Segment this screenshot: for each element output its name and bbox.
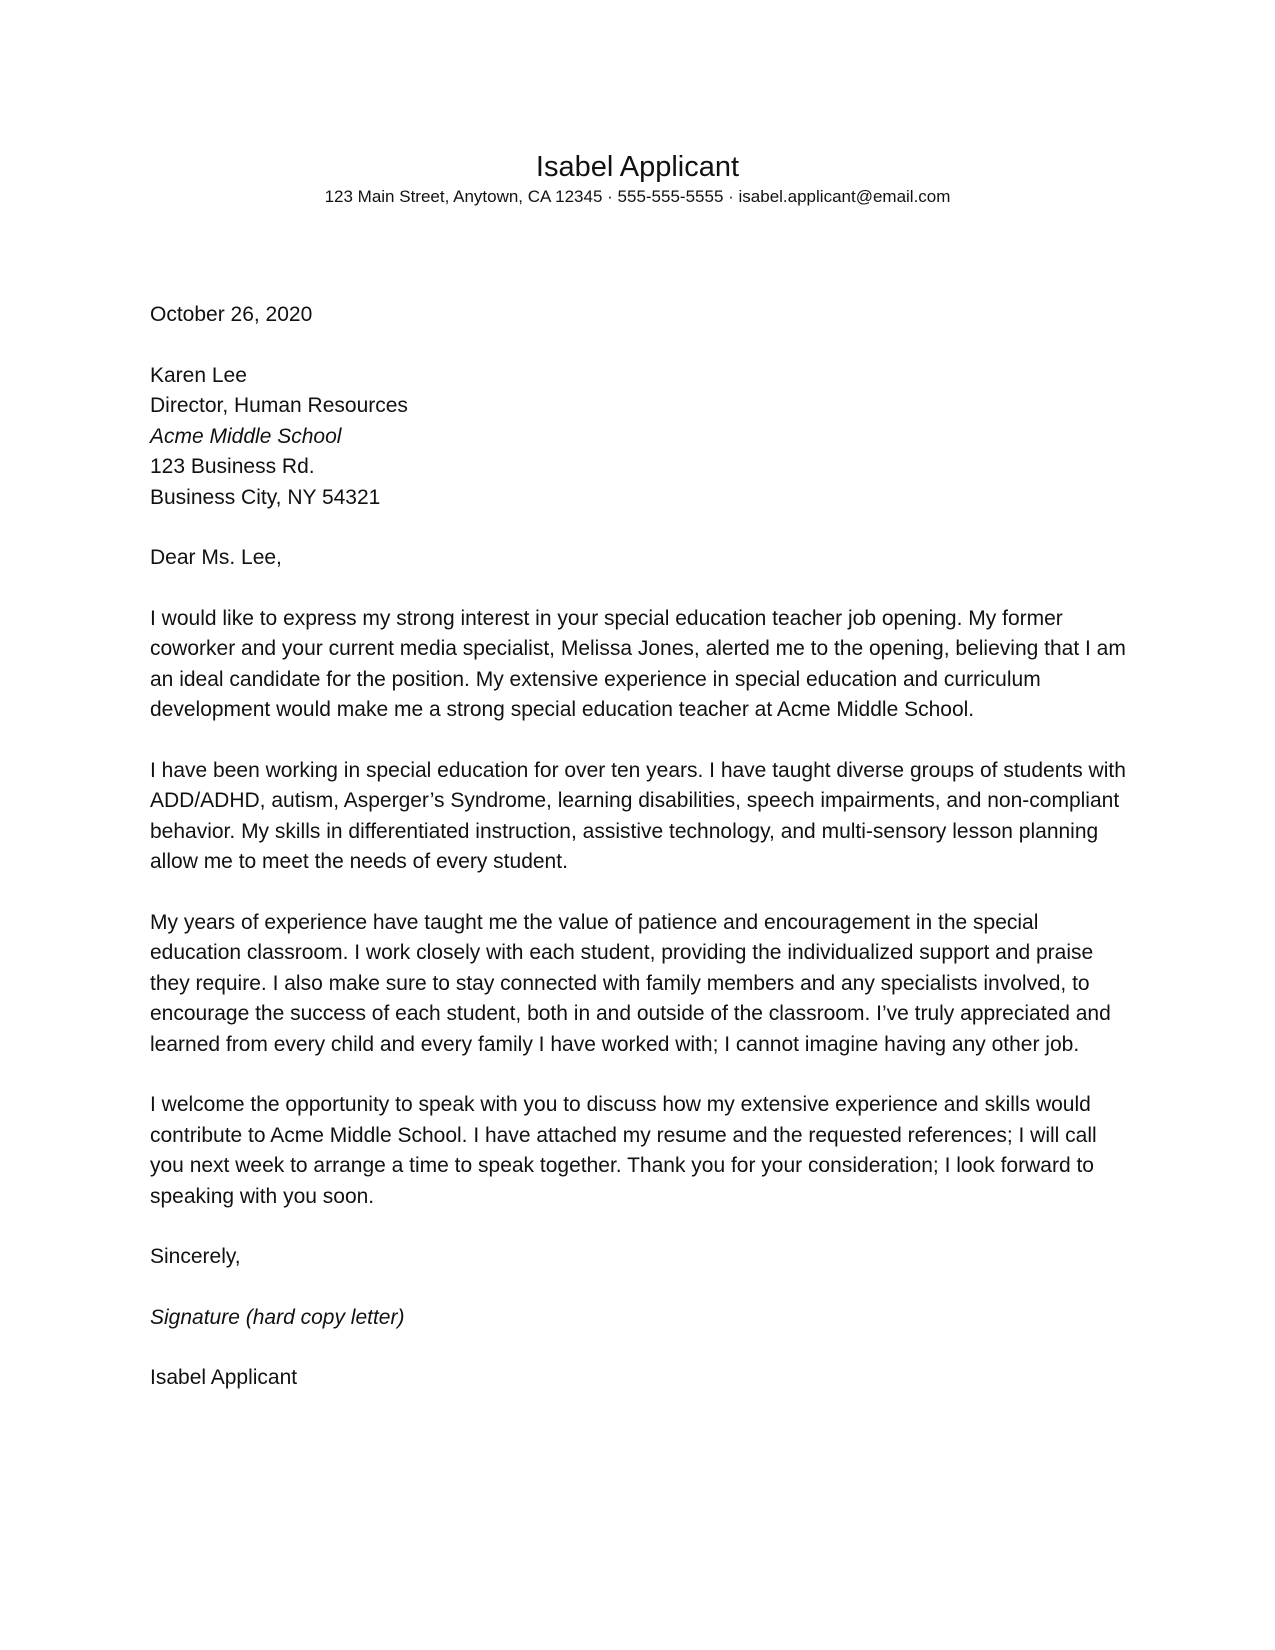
recipient-company: Acme Middle School <box>150 424 342 448</box>
applicant-name: Isabel Applicant <box>535 151 740 183</box>
body-paragraph-1: I would like to express my strong interest in your special education teacher job opening. My former coworker and your current media specialist, Melissa Jones, alerted me to the opening, believing that I am an ideal candidate for the position. My extensive experience in special education and curriculum development would make me a strong special education teacher at Acme Middle School. <box>150 606 1126 721</box>
salutation: Dear Ms. Lee, <box>150 546 282 569</box>
sender-name: Isabel Applicant <box>150 1366 298 1389</box>
signature-placeholder: Signature (hard copy letter) <box>150 1305 405 1329</box>
closing: Sincerely, <box>150 1245 241 1268</box>
recipient-name: Karen Lee <box>150 363 247 387</box>
body-paragraph-4: I welcome the opportunity to speak with you to discuss how my extensive experience and skills would contribute to Acme Middle School. I have attached my resume and the requested references; I will call you next week to arrange a time to speak together. Thank you for your consideration; I look forward to speaking with you soon. <box>150 1093 1097 1208</box>
contact-line: 123 Main Street, Anytown, CA 12345 · 555-555-5555 · isabel.applicant@email.com <box>324 187 951 206</box>
recipient-street: 123 Business Rd. <box>150 455 315 478</box>
recipient-city: Business City, NY 54321 <box>150 485 381 509</box>
recipient-block <box>150 361 1130 514</box>
letter-header <box>0 150 1275 208</box>
body-paragraph-2: I have been working in special education for over ten years. I have taught diverse groups of students with ADD/ADHD, autism, Asperger’s Syndrome, learning disabilities, speech impairments, and non-compliant behavior. My skills in differentiated instruction, assistive technology, and multi-sensory lesson planning allow me to meet the needs of every student. <box>150 758 1126 873</box>
body-paragraph-3: My years of experience have taught me the value of patience and encouragement in the special education classroom. I work closely with each student, providing the individualized support and praise they require. I also make sure to stay connected with family members and any specialists involved, to encourage the success of each student, both in and outside of the classroom. I’ve truly appreciated and learned from every child and every family I have worked with; I cannot imagine having any other job. <box>150 910 1111 1056</box>
recipient-title: Director, Human Resources <box>150 394 408 417</box>
letter-date: October 26, 2020 <box>150 303 313 326</box>
letter-body <box>150 300 1130 1394</box>
